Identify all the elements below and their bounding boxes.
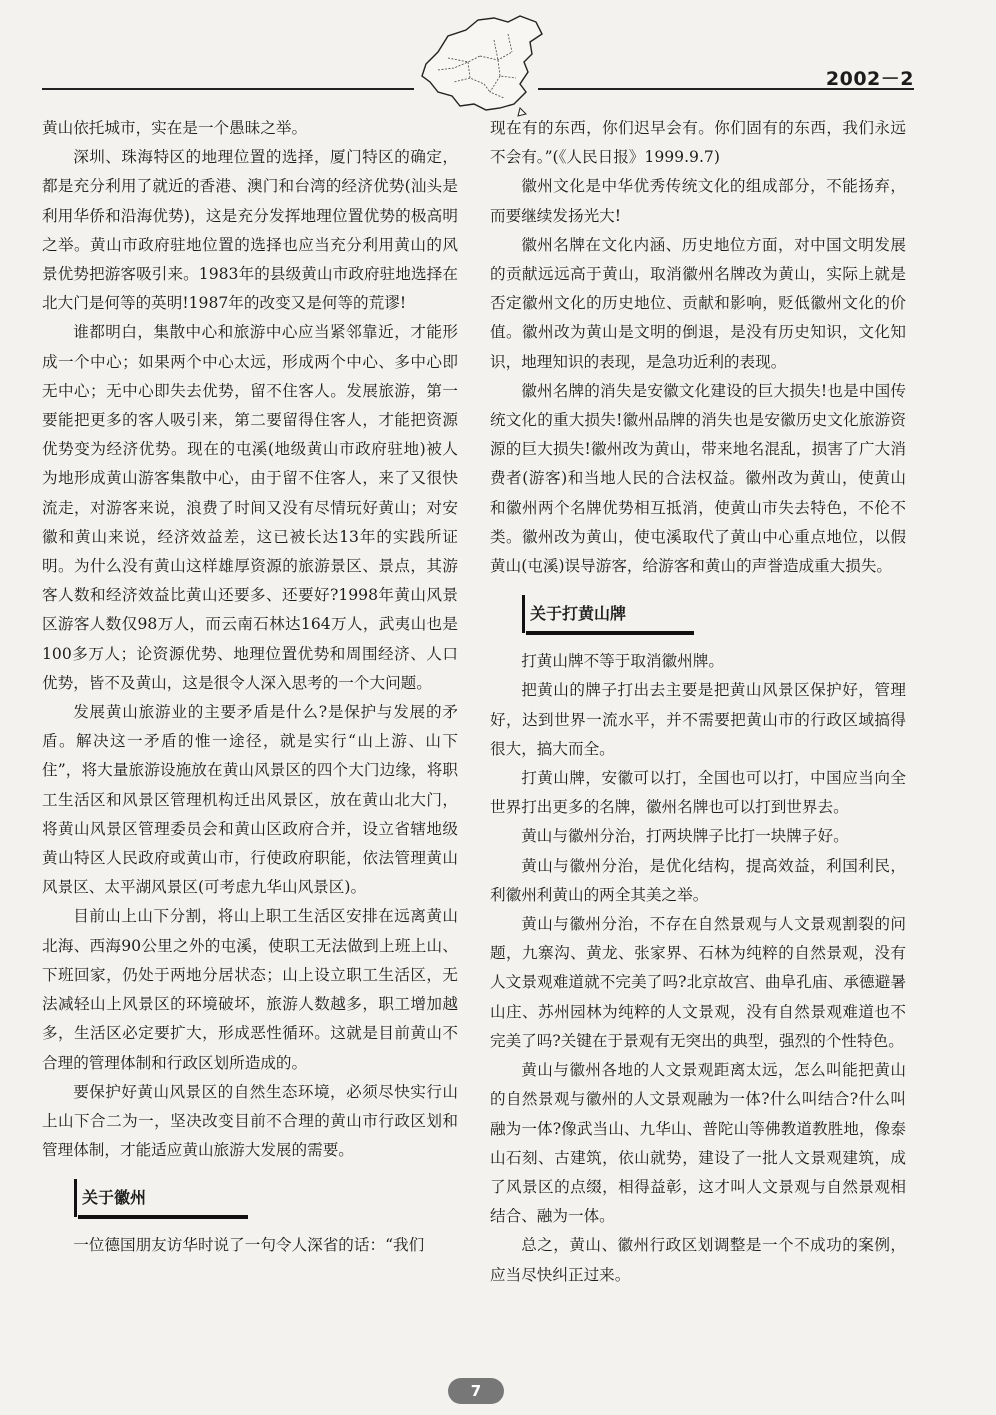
paragraph: 徽州名牌在文化内涵、历史地位方面，对中国文明发展的贡献远远高于黄山，取消徽州名牌改为黄山，实际上就是否定徽州文化的历史地位、贡献和影响，贬低徽州文化的价值。徽州改为黄山是文明的倒退，是没有历史知识，文化知识，地理知识的表现，是急功近利的表现。 [490, 235, 906, 371]
section-title: 关于徽州 [82, 1188, 147, 1208]
left-column [42, 114, 458, 1261]
section-title: 关于打黄山牌 [530, 604, 627, 624]
paragraph: 一位德国朋友访华时说了一句令人深省的话：“我们 [73, 1236, 425, 1255]
section-heading-huizhou [42, 1179, 458, 1219]
heading-underline [526, 631, 694, 635]
paragraph: 谁都明白，集散中心和旅游中心应当紧邻靠近，才能形成一个中心；如果两个中心太远，形成两个中心、多中心即无中心；无中心即失去优势，留不住客人。发展旅游，第一要能把更多的客人吸引来，第二要留得住客人，才能把资源优势变为经济优势。现在的屯溪(地级黄山市政府驻地)被人为地形成黄山游客集散中心，由于留不住客人，来了又很快流走，对游客来说，浪费了时间又没有尽情玩好黄山；对安徽和黄山来说，经济效益差，这已被长达13年的实践所证明。为什么没有黄山这样雄厚资源的旅游景区、景点，其游客人数和经济效益比黄山还要多、还要好?1998年黄山风景区游客人数仅98万人，而云南石林达164万人，武夷山也是100多万人；论资源优势、地理位置优势和周围经济、人口优势，皆不及黄山，这是很令人深入思考的一个大问题。 [42, 323, 458, 692]
paragraph: 黄山与徽州分治，不存在自然景观与人文景观割裂的问题，九寨沟、黄龙、张家界、石林为纯粹的自然景观，没有人文景观难道就不完美了吗?北京故宫、曲阜孔庙、承德避暑山庄、苏州园林为纯粹的人文景观，没有自然景观难道也不完美了吗?关键在于景观有无突出的典型，强烈的个性特色。 [490, 915, 906, 1050]
heading-vertical-bar [522, 595, 525, 633]
paragraph: 总之，黄山、徽州行政区划调整是一个不成功的案例，应当尽快纠正过来。 [490, 1236, 906, 1284]
paragraph: 黄山与徽州各地的人文景观距离太远，怎么叫能把黄山的自然景观与徽州的人文景观融为一体?什么叫结合?什么叫融为一体?像武当山、九华山、普陀山等佛教道教胜地，像泰山石刻、古建筑，依山就势，建设了一批人文景观建筑，成了风景区的点缀，相得益彰，这才叫人文景观与自然景观相结合、融为一体。 [490, 1061, 906, 1226]
paragraph: 目前山上山下分割，将山上职工生活区安排在远离黄山北海、西海90公里之外的屯溪，使职工无法做到上班上山、下班回家，仍处于两地分居状态；山上设立职工生活区，无法减轻山上风景区的环境破坏，旅游人数越多，职工增加越多，生活区必定要扩大，形成恶性循环。这就是目前黄山不合理的管理体制和行政区划所造成的。 [42, 907, 458, 1072]
right-column [490, 114, 906, 1290]
paragraph: 黄山与徽州分治，是优化结构，提高效益，利国利民，利徽州利黄山的两全其美之举。 [490, 856, 906, 904]
china-map-icon [408, 12, 558, 120]
paragraph: 打黄山牌不等于取消徽州牌。 [521, 652, 724, 671]
issue-number: 2002－2 [825, 68, 914, 90]
paragraph: 黄山与徽州分治，打两块牌子比打一块牌子好。 [521, 827, 849, 846]
paragraph: 把黄山的牌子打出去主要是把黄山风景区保护好，管理好，达到世界一流水平，并不需要把黄山市的行政区域搞得很大，搞大而全。 [490, 681, 906, 758]
paragraph: 徽州文化是中华优秀传统文化的组成部分，不能扬弃，而要继续发扬光大! [490, 177, 906, 225]
header-rule-left [42, 88, 414, 90]
paragraph: 打黄山牌，安徽可以打，全国也可以打，中国应当向全世界打出更多的名牌，徽州名牌也可以打到世界去。 [490, 769, 906, 817]
paragraph: 黄山依托城市，实在是一个愚昧之举。 [42, 119, 308, 137]
paragraph: 发展黄山旅游业的主要矛盾是什么?是保护与发展的矛盾。解决这一矛盾的惟一途径，就是实行“山上游、山下住”，将大量旅游设施放在黄山风景区的四个大门边缘，将职工生活区和风景区管理机构迁出风景区，放在黄山北大门，将黄山风景区管理委员会和黄山区政府合并，设立省辖地级黄山特区人民政府或黄山市，行使政府职能，依法管理黄山风景区、太平湖风景区(可考虑九华山风景区)。 [42, 703, 458, 897]
heading-underline [78, 1215, 248, 1219]
paragraph: 要保护好黄山风景区的自然生态环境，必须尽快实行山上山下合二为一，坚决改变目前不合理的黄山市行政区划和管理体制，才能适应黄山旅游大发展的需要。 [42, 1082, 458, 1160]
paragraph: 深圳、珠海特区的地理位置的选择，厦门特区的确定，都是充分利用了就近的香港、澳门和台湾的经济优势(汕头是利用华侨和沿海优势)，这是充分发挥地理位置优势的极高明之举。黄山市政府驻地位置的选择也应当充分利用黄山的风景优势把游客吸引来。1983年的县级黄山市政府驻地选择在北大门是何等的英明!1987年的改变又是何等的荒谬! [42, 148, 458, 313]
paragraph: 徽州名牌的消失是安徽文化建设的巨大损失!也是中国传统文化的重大损失!徽州品牌的消失也是安徽历史文化旅游资源的巨大损失!徽州改为黄山，带来地名混乱，损害了广大消费者(游客)和当地人民的合法权益。徽州改为黄山，使黄山和徽州两个名牌优势相互抵消，使黄山市失去特色，不伦不类。徽州改为黄山，使屯溪取代了黄山中心重点地位，以假黄山(屯溪)误导游客，给游客和黄山的声誉造成重大损失。 [490, 381, 906, 576]
heading-vertical-bar [74, 1179, 77, 1217]
paragraph: 现在有的东西，你们迟早会有。你们固有的东西，我们永远不会有。”(《人民日报》1999.9.7) [490, 119, 906, 167]
page-number: 7 [448, 1378, 504, 1404]
section-heading-huangshan-brand [490, 595, 906, 635]
